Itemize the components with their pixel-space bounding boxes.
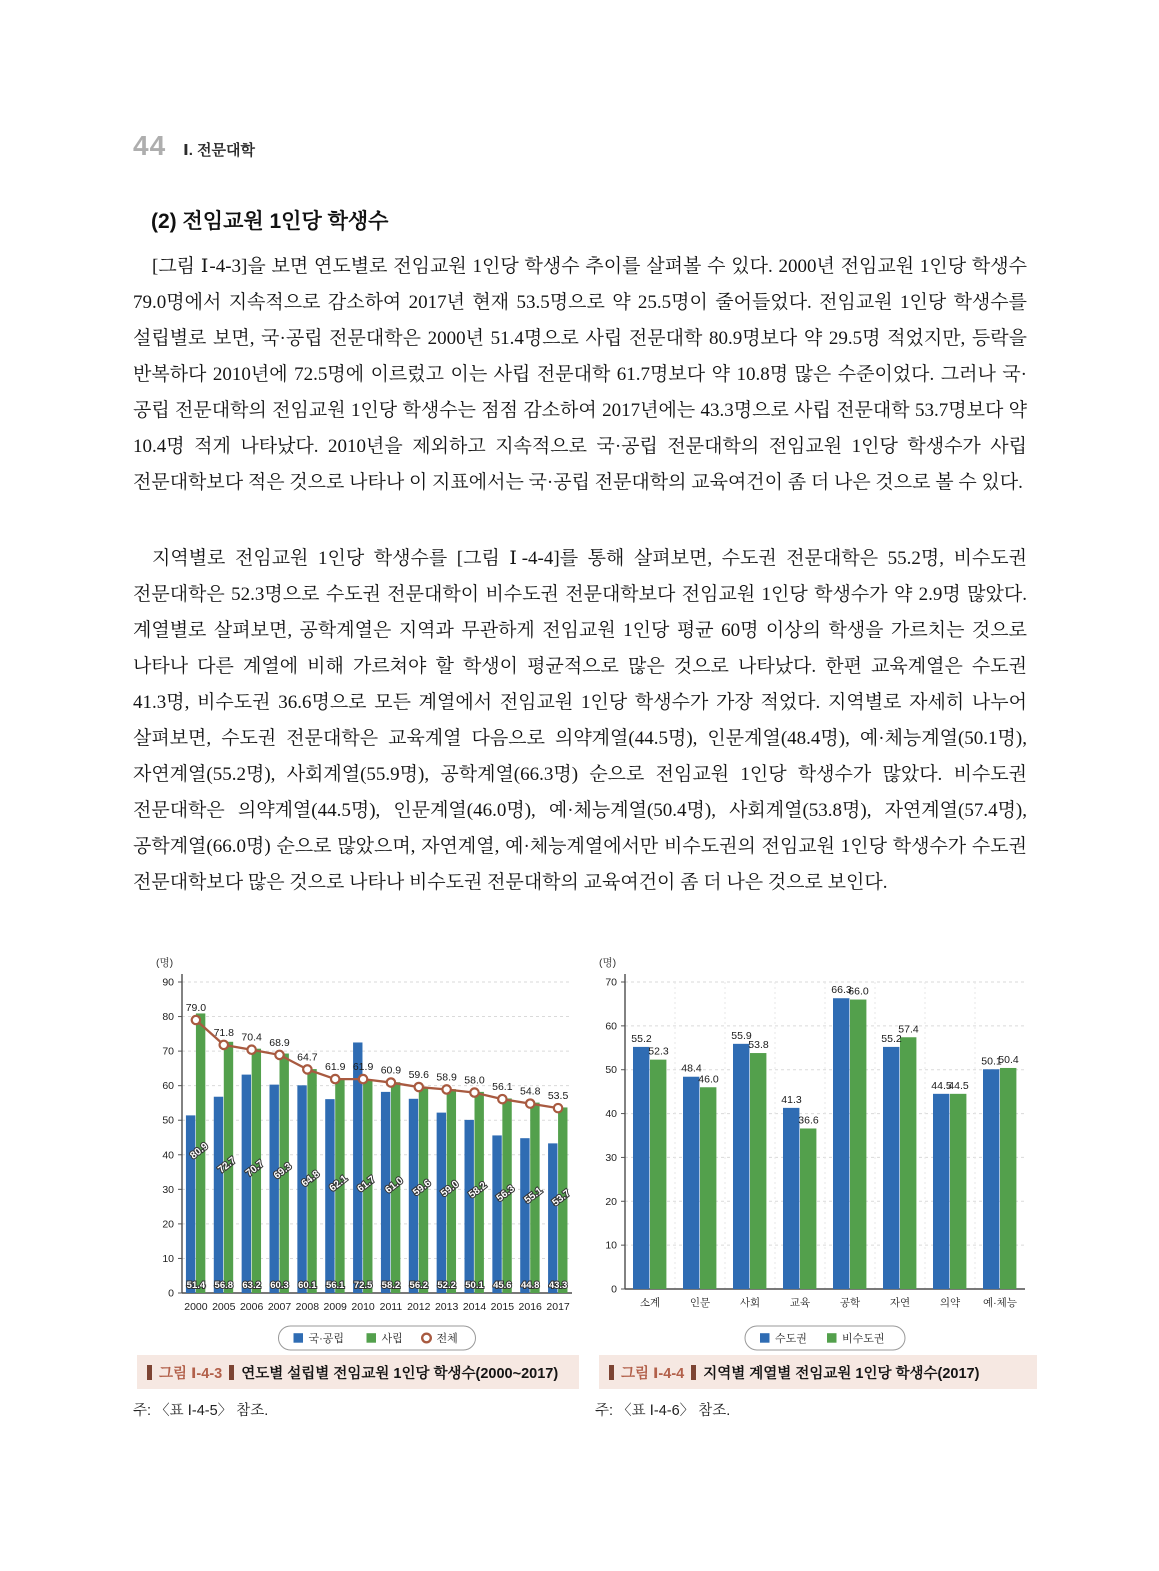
svg-text:53.7: 53.7 <box>550 1187 573 1209</box>
svg-text:80: 80 <box>162 1011 174 1024</box>
svg-text:55.2: 55.2 <box>631 1032 652 1045</box>
figure-note-1: 주: 〈표 Ⅰ-4-5〉 참조. <box>133 1403 269 1419</box>
svg-text:41.3: 41.3 <box>781 1093 802 1106</box>
caption-bar-icon <box>229 1365 234 1380</box>
svg-text:79.0: 79.0 <box>185 1002 207 1015</box>
svg-text:인문: 인문 <box>689 1297 711 1309</box>
svg-text:55.1: 55.1 <box>522 1185 545 1207</box>
svg-text:0: 0 <box>168 1287 174 1300</box>
svg-text:2009: 2009 <box>323 1301 347 1313</box>
svg-text:50: 50 <box>605 1064 617 1077</box>
svg-text:2012: 2012 <box>407 1301 431 1313</box>
svg-text:58.2: 58.2 <box>381 1280 401 1291</box>
svg-text:62.1: 62.1 <box>327 1173 350 1195</box>
svg-text:10: 10 <box>605 1239 617 1252</box>
svg-text:2008: 2008 <box>295 1301 320 1313</box>
chapter-title: Ⅰ. 전문대학 <box>183 142 256 159</box>
svg-text:56.1: 56.1 <box>492 1081 513 1094</box>
svg-text:58.2: 58.2 <box>466 1180 490 1201</box>
figure-regional-students-chart <box>591 952 1033 1361</box>
svg-text:2005: 2005 <box>212 1301 236 1313</box>
svg-text:44.8: 44.8 <box>520 1280 540 1291</box>
figure-title: 연도별 설립별 전임교원 1인당 학생수(2000~2017) <box>241 1365 559 1382</box>
svg-text:56.1: 56.1 <box>325 1280 345 1291</box>
svg-text:59.0: 59.0 <box>439 1178 462 1200</box>
svg-text:61.7: 61.7 <box>355 1174 378 1195</box>
caption-bar-icon <box>609 1365 614 1380</box>
svg-text:2006: 2006 <box>239 1301 264 1313</box>
svg-text:2010: 2010 <box>351 1301 375 1313</box>
body-paragraph-2: 지역별로 전임교원 1인당 학생수를 [그림 Ⅰ-4-4]를 통해 살펴보면, 수도권 전문대학은 55.2명, 비수도권 전문대학은 52.3명으로 수도권 전문대학이 비수도권 전문대학보다 전임교원 1인당 학생수가 약 2.9명 많았다. 계열별로 살펴보면, 공학계열은 지역과 무관하게 전임교원 1인당 평균 60명 이상의 학생을 가르치는 것으로 나타나 다른 계열에 비해 가르쳐야 할 학생이 평균적으로 많은 것으로 나타났다. 한편 교육계열은 수도권 41.3명, 비수도권 36.6명으로 모든 계열에서 전임교원 1인당 학생수가 가장 적었다. 지역별로 자세히 나누어 살펴보면, 수도권 전문대학은 교육계열 다음으로 의약계열(44.5명), 인문계열(48.4명), 예·체능계열(50.1명), 자연계열(55.2명), 사회계열(55.9명), 공학계열(66.3명) 순으로 전임교원 1인당 학생수가 많았다. 비수도권 전문대학은 의약계열(44.5명), 인문계열(46.0명), 예·체능계열(50.4명), 사회계열(53.8명), 자연계열(57.4명), 공학계열(66.0명) 순으로 많았으며, 자연계열, 예·체능계열에서만 비수도권의 전임교원 1인당 학생수가 수도권 전문대학보다 많은 것으로 나타나 비수도권 전문대학의 교육여건이 좀 더 나은 것으로 보인다. <box>133 548 1027 893</box>
caption-bar-icon <box>147 1365 152 1380</box>
svg-text:2000: 2000 <box>184 1301 208 1313</box>
svg-text:71.8: 71.8 <box>213 1026 235 1039</box>
svg-text:60: 60 <box>605 1020 617 1033</box>
svg-text:66.3: 66.3 <box>831 984 852 997</box>
svg-text:(명): (명) <box>156 957 174 969</box>
svg-text:57.4: 57.4 <box>898 1023 919 1036</box>
section-heading: (2) 전임교원 1인당 학생수 <box>151 210 389 233</box>
svg-text:51.4: 51.4 <box>186 1280 206 1291</box>
svg-text:56.2: 56.2 <box>409 1280 429 1291</box>
svg-text:국·공립: 국·공립 <box>308 1332 345 1345</box>
svg-text:자연: 자연 <box>889 1297 911 1309</box>
svg-text:64.8: 64.8 <box>299 1168 322 1190</box>
svg-text:63.2: 63.2 <box>242 1280 261 1291</box>
svg-text:사회: 사회 <box>739 1297 761 1309</box>
svg-text:10: 10 <box>162 1252 174 1265</box>
svg-text:55.2: 55.2 <box>881 1032 902 1045</box>
svg-text:53.8: 53.8 <box>748 1039 769 1052</box>
svg-text:2013: 2013 <box>434 1301 459 1313</box>
page-header <box>133 130 255 162</box>
svg-text:68.9: 68.9 <box>269 1036 290 1049</box>
svg-text:의약: 의약 <box>939 1297 961 1309</box>
svg-text:80.9: 80.9 <box>188 1140 211 1162</box>
svg-text:0: 0 <box>611 1283 617 1296</box>
svg-text:59.6: 59.6 <box>408 1069 430 1082</box>
svg-text:56.8: 56.8 <box>214 1280 234 1291</box>
figure-label: 그림 Ⅰ-4-3 <box>159 1365 223 1382</box>
svg-text:70: 70 <box>605 976 617 989</box>
svg-text:59.6: 59.6 <box>411 1177 434 1199</box>
svg-text:50.1: 50.1 <box>465 1280 484 1291</box>
svg-text:55.9: 55.9 <box>731 1029 752 1042</box>
svg-text:사립: 사립 <box>381 1332 403 1345</box>
svg-text:72.5: 72.5 <box>353 1280 373 1291</box>
svg-text:69.3: 69.3 <box>271 1160 295 1182</box>
svg-text:70.4: 70.4 <box>241 1031 262 1044</box>
svg-text:20: 20 <box>605 1195 617 1208</box>
svg-text:61.9: 61.9 <box>324 1061 346 1074</box>
yearly-students-chart-canvas <box>148 952 580 1356</box>
svg-text:60: 60 <box>162 1080 174 1093</box>
svg-text:50.1: 50.1 <box>981 1055 1002 1068</box>
svg-text:60.3: 60.3 <box>270 1280 289 1291</box>
svg-text:소계: 소계 <box>639 1297 661 1309</box>
svg-text:60.1: 60.1 <box>298 1280 317 1291</box>
svg-text:53.5: 53.5 <box>547 1090 569 1103</box>
svg-text:교육: 교육 <box>789 1297 811 1309</box>
svg-text:61.0: 61.0 <box>383 1175 406 1196</box>
body-paragraph-1: [그림 Ⅰ-4-3]을 보면 연도별로 전임교원 1인당 학생수 추이를 살펴볼 수 있다. 2000년 전임교원 1인당 학생수 79.0명에서 지속적으로 감소하여 2017년 현재 53.5명으로 약 25.5명이 줄어들었다. 전임교원 1인당 학생수를 설립별로 보면, 국·공립 전문대학은 2000년 51.4명으로 사립 전문대학 80.9명보다 약 29.5명 적었지만, 등락을 반복하다 2010년에 72.5명에 이르렀고 이는 사립 전문대학 61.7명보다 약 10.8명 많은 수준이었다. 그러나 국·공립 전문대학의 전임교원 1인당 학생수는 점점 감소하여 2017년에는 43.3명으로 사립 전문대학 53.7명보다 약 10.4명 적게 나타났다. 2010년을 제외하고 지속적으로 국·공립 전문대학의 전임교원 1인당 학생수가 사립 전문대학보다 적은 것으로 나타나 이 지표에서는 국·공립 전문대학의 교육여건이 좀 더 나은 것으로 볼 수 있다. <box>133 256 1027 493</box>
svg-text:43.3: 43.3 <box>548 1280 568 1291</box>
svg-text:30: 30 <box>162 1183 174 1196</box>
svg-text:50: 50 <box>162 1114 174 1127</box>
svg-text:61.9: 61.9 <box>352 1061 374 1074</box>
svg-text:66.0: 66.0 <box>848 985 869 998</box>
svg-text:58.9: 58.9 <box>436 1071 457 1084</box>
svg-text:72.7: 72.7 <box>216 1155 239 1176</box>
figure-caption-1 <box>137 1355 579 1389</box>
page-number: 44 <box>133 130 167 161</box>
svg-text:2016: 2016 <box>518 1301 542 1313</box>
svg-text:48.4: 48.4 <box>681 1062 702 1075</box>
svg-text:52.2: 52.2 <box>437 1280 456 1291</box>
svg-text:70: 70 <box>162 1045 174 1058</box>
svg-text:비수도권: 비수도권 <box>842 1332 885 1345</box>
svg-text:36.6: 36.6 <box>798 1114 819 1127</box>
svg-text:전체: 전체 <box>436 1332 458 1345</box>
figure-note-2: 주: 〈표 Ⅰ-4-6〉 참조. <box>595 1403 731 1419</box>
figure-yearly-students-chart <box>148 952 580 1361</box>
figure-caption-2 <box>599 1355 1037 1389</box>
svg-text:50.4: 50.4 <box>998 1053 1019 1066</box>
svg-text:40: 40 <box>605 1108 617 1121</box>
svg-text:예·체능: 예·체능 <box>983 1297 1017 1309</box>
svg-text:2017: 2017 <box>546 1301 570 1313</box>
svg-text:40: 40 <box>162 1149 174 1162</box>
svg-text:60.9: 60.9 <box>380 1064 402 1077</box>
figure-label: 그림 Ⅰ-4-4 <box>621 1365 685 1382</box>
figure-title: 지역별 계열별 전임교원 1인당 학생수(2017) <box>703 1365 980 1382</box>
svg-text:20: 20 <box>162 1218 174 1231</box>
svg-text:공학: 공학 <box>839 1297 861 1309</box>
svg-text:46.0: 46.0 <box>698 1073 719 1086</box>
svg-text:64.7: 64.7 <box>297 1051 318 1064</box>
svg-text:90: 90 <box>162 976 174 989</box>
svg-text:58.0: 58.0 <box>464 1074 485 1087</box>
svg-text:(명): (명) <box>599 957 617 969</box>
svg-text:30: 30 <box>605 1151 617 1164</box>
svg-text:44.5: 44.5 <box>931 1079 952 1092</box>
svg-text:44.5: 44.5 <box>948 1079 969 1092</box>
svg-text:56.3: 56.3 <box>494 1183 517 1205</box>
caption-bar-icon <box>691 1365 696 1380</box>
svg-text:수도권: 수도권 <box>775 1332 807 1345</box>
svg-text:2011: 2011 <box>379 1301 403 1313</box>
svg-text:54.8: 54.8 <box>519 1085 541 1098</box>
svg-text:2007: 2007 <box>267 1301 292 1313</box>
svg-text:2014: 2014 <box>462 1301 487 1313</box>
regional-students-chart-canvas <box>591 952 1033 1356</box>
svg-text:52.3: 52.3 <box>648 1045 669 1058</box>
svg-text:2015: 2015 <box>490 1301 515 1313</box>
svg-text:70.7: 70.7 <box>244 1158 267 1180</box>
svg-text:45.6: 45.6 <box>493 1280 512 1291</box>
